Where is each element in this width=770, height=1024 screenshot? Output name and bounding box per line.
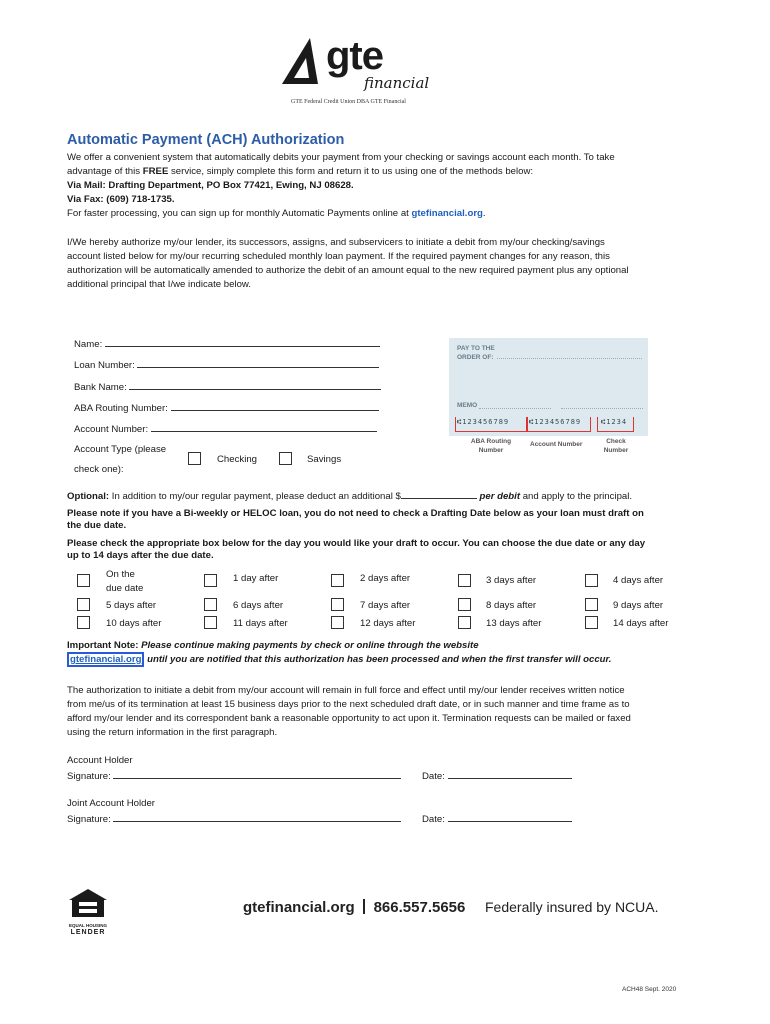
joint-holder-date-field[interactable] — [422, 811, 572, 827]
check-digits: ⑆1234 — [601, 418, 628, 426]
instruction-2: up to 14 days after the due date. — [67, 550, 214, 561]
day-5-label: 5 days after — [106, 600, 157, 611]
day-1-checkbox[interactable] — [204, 574, 217, 587]
ncua-statement: Federally insured by NCUA. — [485, 899, 659, 915]
footer-divider — [363, 899, 365, 914]
day-8-checkbox[interactable] — [458, 598, 471, 611]
routing-caption-2: Number — [478, 447, 504, 454]
due-date-line-1: On the — [106, 569, 135, 580]
day-14-checkbox[interactable] — [585, 616, 598, 629]
aba-routing-line[interactable] — [171, 400, 379, 411]
memo-line — [479, 408, 551, 409]
account-number-field[interactable] — [74, 421, 377, 437]
termination-line-3: afford my/our lender and its correspondent bank a reasonable opportunity to act upon it. Termination requests can be mailed or faxed — [67, 713, 631, 724]
account-holder-date-field[interactable] — [422, 768, 572, 784]
checking-label: Checking — [217, 454, 257, 465]
gtefinancial-link[interactable]: gtefinancial.org — [411, 208, 483, 219]
bank-name-field[interactable] — [74, 379, 381, 395]
biweekly-note-2: the due date. — [67, 520, 127, 531]
additional-amount-line[interactable] — [401, 488, 477, 499]
checking-checkbox[interactable] — [188, 452, 201, 465]
check-number-bracket — [597, 417, 634, 432]
bank-name-label: Bank Name: — [74, 382, 127, 393]
day-2-label: 2 days after — [360, 573, 411, 584]
name-label: Name: — [74, 339, 103, 350]
day-11-checkbox[interactable] — [204, 616, 217, 629]
signature-line — [561, 408, 643, 409]
mail-address: Via Mail: Drafting Department, PO Box 77421, Ewing, NJ 08628. — [67, 180, 354, 191]
due-date-line-2: due date — [106, 583, 144, 594]
day-5-checkbox[interactable] — [77, 598, 90, 611]
account-type-label-2: check one): — [74, 464, 124, 475]
day-4-checkbox[interactable] — [585, 574, 598, 587]
authorize-line-2: account listed below for my/our recurring scheduled monthly loan payment. If the required payment changes for any reason, this — [67, 251, 610, 262]
day-8-label: 8 days after — [486, 600, 537, 611]
account-caption: Account Number — [530, 441, 583, 448]
important-label: Important Note: — [67, 640, 139, 651]
account-holder-date-line[interactable] — [448, 768, 572, 779]
joint-holder-date-line[interactable] — [448, 811, 572, 822]
account-holder-signature-field[interactable] — [67, 768, 401, 784]
pay-to-line-2: ORDER OF: — [457, 354, 494, 361]
intro-line-1: We offer a convenient system that automatically debits your payment from your checking or savings account each month. To take — [67, 152, 615, 163]
joint-holder-signature-field[interactable] — [67, 811, 401, 827]
date-label: Date: — [422, 771, 445, 782]
account-holder-label: Account Holder — [67, 755, 133, 766]
termination-line-2: from me/us of its termination at least 15 business days prior to the next scheduled draft date, or in such manner and time frame as to — [67, 699, 630, 710]
footer-url[interactable]: gtefinancial.org — [243, 899, 355, 916]
account-number-line[interactable] — [151, 421, 377, 432]
day-4-label: 4 days after — [613, 575, 664, 586]
account-bracket — [527, 417, 591, 432]
routing-caption — [466, 437, 516, 455]
ehl-text-1: EQUAL HOUSING — [69, 923, 107, 928]
check-number-caption-1: Check — [606, 438, 626, 445]
ehl-text-2: LENDER — [70, 929, 106, 936]
day-1-label: 1 day after — [233, 573, 279, 584]
signature-label: Signature: — [67, 814, 111, 825]
day-11-label: 11 days after — [233, 618, 288, 629]
aba-routing-field[interactable] — [74, 400, 379, 416]
routing-digits: ⑆123456789 — [457, 418, 510, 426]
intro-line-2 — [67, 165, 533, 179]
footer-contact — [243, 899, 465, 917]
account-digits: ⑆123456789 — [529, 418, 582, 426]
page-title: Automatic Payment (ACH) Authorization — [67, 132, 345, 148]
pay-to-label — [457, 344, 495, 362]
savings-checkbox[interactable] — [279, 452, 292, 465]
biweekly-note-1: Please note if you have a Bi-weekly or HELOC loan, you do not need to check a Drafting Date below as your loan must draft on — [67, 508, 644, 519]
logo-word: gte — [326, 34, 383, 78]
termination-line-4: using the return information in the first paragraph. — [67, 727, 278, 738]
optional-label: Optional: — [67, 491, 110, 502]
loan-number-field[interactable] — [74, 357, 379, 373]
pay-to-line — [497, 358, 642, 359]
form-code: ACH48 Sept. 2020 — [622, 986, 677, 993]
online-line — [67, 207, 486, 221]
equal-housing-icon — [66, 888, 110, 918]
logo-sub: financial — [364, 74, 430, 92]
bank-name-line[interactable] — [129, 379, 381, 390]
routing-bracket — [455, 417, 527, 432]
day-3-label: 3 days after — [486, 575, 537, 586]
important-note-2 — [67, 653, 611, 667]
free-emphasis: FREE — [142, 166, 169, 177]
day-12-checkbox[interactable] — [331, 616, 344, 629]
savings-label: Savings — [307, 454, 342, 465]
important-link[interactable]: gtefinancial.org — [67, 652, 144, 667]
joint-holder-signature-line[interactable] — [113, 811, 401, 822]
day-9-label: 9 days after — [613, 600, 664, 611]
fax-number: Via Fax: (609) 718-1735. — [67, 194, 175, 205]
optional-text: and apply to the principal. — [520, 491, 633, 502]
pay-to-line-1: PAY TO THE — [457, 345, 495, 352]
name-line[interactable] — [105, 336, 380, 347]
day-9-checkbox[interactable] — [585, 598, 598, 611]
authorize-line-4: additional principal that I/we indicate below. — [67, 279, 251, 290]
instruction-1: Please check the appropriate box below for the day you would like your draft to occur. You can choose the due date or any day — [67, 538, 646, 549]
intro-text: advantage of this — [67, 166, 143, 177]
authorize-line-3: authorization will be automatically amended to authorize the debit of an amount equal to the new required payment plus any optional — [67, 265, 629, 276]
loan-number-label: Loan Number: — [74, 360, 135, 371]
account-holder-signature-line[interactable] — [113, 768, 401, 779]
loan-number-line[interactable] — [137, 357, 379, 368]
check-number-caption — [598, 437, 634, 455]
day-13-label: 13 days after — [486, 618, 542, 629]
day-10-checkbox[interactable] — [77, 616, 90, 629]
important-note-1 — [67, 639, 479, 653]
day-6-label: 6 days after — [233, 600, 284, 611]
account-number-label: Account Number: — [74, 424, 149, 435]
online-text: For faster processing, you can sign up for monthly Automatic Payments online at — [67, 208, 412, 219]
day-10-label: 10 days after — [106, 618, 162, 629]
joint-holder-label: Joint Account Holder — [67, 798, 155, 809]
intro-text: service, simply complete this form and return it to us using one of the methods below: — [168, 166, 534, 177]
signature-label: Signature: — [67, 771, 111, 782]
due-date-checkbox[interactable] — [77, 574, 90, 587]
day-13-checkbox[interactable] — [458, 616, 471, 629]
logo-tagline: GTE Federal Credit Union DBA GTE Financial — [291, 99, 406, 105]
equal-housing-lender-logo — [66, 888, 110, 936]
logo — [276, 34, 430, 96]
day-7-label: 7 days after — [360, 600, 411, 611]
important-text: until you are notified that this authorization has been processed and when the first transfer will occur. — [144, 654, 612, 665]
aba-routing-label: ABA Routing Number: — [74, 403, 168, 414]
date-label: Date: — [422, 814, 445, 825]
routing-caption-1: ABA Routing — [470, 438, 512, 445]
memo-label: MEMO — [457, 402, 478, 409]
check-number-caption-2: Number — [603, 447, 629, 454]
name-field[interactable] — [74, 336, 380, 352]
optional-text: In addition to my/our regular payment, please deduct an additional $ — [109, 491, 401, 502]
footer-phone: 866.557.5656 — [373, 899, 466, 916]
optional-line — [67, 488, 632, 504]
important-text: Please continue making payments by check or online through the website — [138, 640, 479, 651]
per-debit-label: per debit — [479, 491, 521, 502]
day-7-checkbox[interactable] — [331, 598, 344, 611]
day-6-checkbox[interactable] — [204, 598, 217, 611]
online-text: . — [482, 208, 486, 219]
day-3-checkbox[interactable] — [458, 574, 471, 587]
termination-line-1: The authorization to initiate a debit from my/our account will remain in full force and effect until my/our lender receives written notice — [67, 685, 625, 696]
due-date-label — [106, 568, 143, 596]
day-14-label: 14 days after — [613, 618, 669, 629]
day-2-checkbox[interactable] — [331, 574, 344, 587]
authorize-line-1: I/We hereby authorize my/our lender, its successors, assigns, and subservicers to initiate a debit from my/our checking/savings — [67, 237, 605, 248]
account-type-label-1: Account Type (please — [74, 444, 167, 455]
day-12-label: 12 days after — [360, 618, 416, 629]
